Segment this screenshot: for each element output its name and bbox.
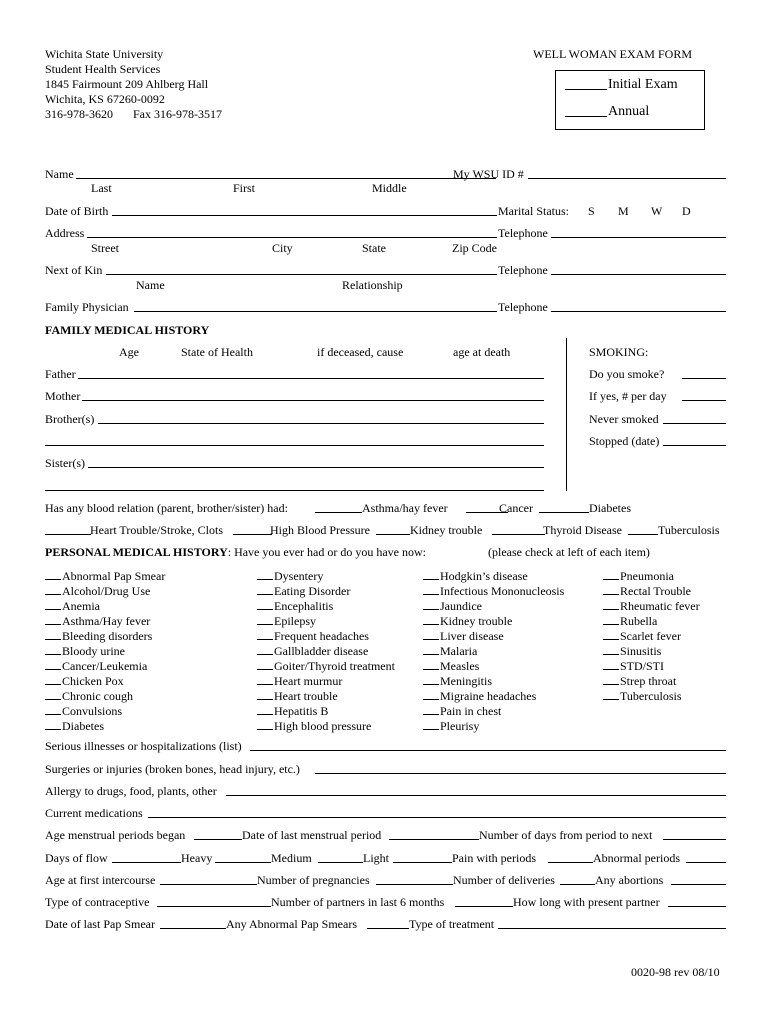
days-flow-field[interactable] [112, 851, 181, 863]
hbp-blank[interactable] [233, 523, 272, 535]
checklist-item[interactable]: Dysentery [257, 568, 395, 583]
check-blank[interactable] [423, 583, 439, 595]
name-label: Name [45, 167, 74, 181]
last-pap-label: Date of last Pap Smear [45, 917, 155, 931]
form-number: 0020-98 rev 08/10 [631, 965, 720, 979]
medium-field[interactable] [318, 851, 363, 863]
physician-telephone-label: Telephone [498, 300, 548, 314]
per-day-label: If yes, # per day [589, 389, 667, 403]
next-of-kin-row [45, 263, 726, 277]
intercourse-row [45, 873, 726, 887]
allergy-row [45, 784, 726, 798]
checklist-item[interactable]: Rectal Trouble [603, 583, 700, 598]
asthma-label: Asthma/hay fever [362, 501, 448, 515]
pregnancies-label: Number of pregnancies [257, 873, 370, 887]
university-name: Wichita State University [45, 47, 164, 61]
fax-number: Fax 316-978-3517 [133, 107, 222, 121]
kin-telephone-label: Telephone [498, 263, 548, 277]
checklist-item[interactable]: Malaria [423, 643, 564, 658]
col-deceased-header: if deceased, cause [317, 345, 404, 359]
check-blank[interactable] [603, 598, 619, 610]
sisters-label: Sister(s) [45, 456, 85, 470]
address-line-2: Wichita, KS 67260-0092 [45, 92, 165, 106]
check-blank[interactable] [423, 688, 439, 700]
personal-history-question: : Have you ever had or do you have now: [227, 545, 427, 559]
dob-field[interactable] [112, 204, 497, 216]
checklist-item[interactable]: Liver disease [423, 628, 564, 643]
checklist-item[interactable]: Hepatitis B [257, 703, 395, 718]
checklist-item[interactable]: STD/STI [603, 658, 700, 673]
check-blank[interactable] [423, 718, 439, 730]
check-blank[interactable] [45, 718, 61, 730]
last-pap-field[interactable] [160, 917, 226, 929]
check-blank[interactable] [45, 643, 61, 655]
marital-option-d[interactable]: D [682, 204, 691, 218]
checklist-item[interactable]: Hodgkin’s disease [423, 568, 564, 583]
allergy-label: Allergy to drugs, food, plants, other [45, 784, 217, 798]
abnormal-paps-label: Any Abnormal Pap Smears [226, 917, 357, 931]
name-field[interactable] [76, 167, 496, 179]
smoking-divider [566, 338, 567, 491]
first-intercourse-field[interactable] [160, 873, 257, 885]
father-field[interactable] [78, 378, 544, 379]
checklist-item[interactable]: High blood pressure [257, 718, 395, 733]
check-blank[interactable] [45, 703, 61, 715]
col-health-header: State of Health [181, 345, 253, 359]
blood-relation-row-2 [45, 523, 726, 537]
age-menstrual-label: Age menstrual periods began [45, 828, 186, 842]
wsu-id-field[interactable] [528, 167, 726, 179]
first-intercourse-label: Age at first intercourse [45, 873, 156, 887]
treatment-label: Type of treatment [409, 917, 495, 931]
never-smoked-field[interactable] [663, 423, 726, 424]
smoke-question: Do you smoke? [589, 367, 665, 381]
check-blank[interactable] [45, 673, 61, 685]
street-caption: Street [91, 241, 119, 255]
initial-exam-blank[interactable] [565, 89, 607, 90]
check-blank[interactable] [603, 673, 619, 685]
abnormal-periods-label: Abnormal periods [593, 851, 680, 865]
marital-option-s[interactable]: S [588, 204, 595, 218]
abortions-field[interactable] [671, 873, 726, 885]
check-blank[interactable] [257, 703, 273, 715]
serious-illness-label: Serious illnesses or hospitalizations (list) [45, 739, 242, 753]
checklist-item[interactable]: Cancer/Leukemia [45, 658, 165, 673]
surgeries-label: Surgeries or injuries (broken bones, head injury, etc.) [45, 762, 300, 776]
kidney-blank[interactable] [376, 523, 410, 535]
history-column-1 [45, 568, 165, 733]
diabetes-label: Diabetes [589, 501, 631, 515]
check-blank[interactable] [603, 688, 619, 700]
checklist-item[interactable]: Infectious Mononucleosis [423, 583, 564, 598]
serious-illness-field[interactable] [250, 739, 726, 751]
checklist-item[interactable]: Kidney trouble [423, 613, 564, 628]
treatment-field[interactable] [498, 917, 726, 929]
checklist-item[interactable]: Asthma/Hay fever [45, 613, 165, 628]
check-blank[interactable] [257, 568, 273, 580]
abortions-label: Any abortions [595, 873, 664, 887]
father-label: Father [45, 367, 76, 381]
check-blank[interactable] [45, 688, 61, 700]
kidney-label: Kidney trouble [410, 523, 483, 537]
checklist-item[interactable]: Migraine headaches [423, 688, 564, 703]
days-flow-label: Days of flow [45, 851, 108, 865]
checklist-item[interactable]: Meningitis [423, 673, 564, 688]
contraceptive-label: Type of contraceptive [45, 895, 150, 909]
contraceptive-field[interactable] [157, 895, 271, 907]
annual-blank[interactable] [565, 116, 607, 117]
check-blank[interactable] [257, 673, 273, 685]
light-field[interactable] [393, 851, 452, 863]
address-row [45, 226, 726, 240]
checklist-item[interactable]: Bloody urine [45, 643, 165, 658]
col-age-header: Age [119, 345, 139, 359]
checklist-item[interactable]: Convulsions [45, 703, 165, 718]
flow-row [45, 851, 726, 865]
check-blank[interactable] [423, 628, 439, 640]
days-between-field[interactable] [663, 828, 726, 840]
personal-history-heading: PERSONAL MEDICAL HISTORY [45, 545, 228, 559]
marital-option-m[interactable]: M [618, 204, 629, 218]
blood-relation-row [45, 501, 726, 515]
middle-name-caption: Middle [372, 181, 407, 195]
address-field[interactable] [87, 226, 497, 238]
address-telephone-field[interactable] [551, 226, 726, 238]
check-blank[interactable] [257, 598, 273, 610]
check-blank[interactable] [257, 613, 273, 625]
checklist-item[interactable]: Tuberculosis [603, 688, 700, 703]
checklist-item[interactable]: Jaundice [423, 598, 564, 613]
mother-field[interactable] [82, 400, 544, 401]
check-blank[interactable] [257, 688, 273, 700]
checklist-item[interactable]: Chicken Pox [45, 673, 165, 688]
physician-row [45, 300, 726, 314]
next-of-kin-label: Next of Kin [45, 263, 103, 277]
history-column-2 [257, 568, 395, 733]
check-blank[interactable] [423, 598, 439, 610]
check-blank[interactable] [603, 583, 619, 595]
pregnancies-field[interactable] [376, 873, 453, 885]
checklist-item[interactable]: Eating Disorder [257, 583, 395, 598]
checklist-item[interactable]: Encephalitis [257, 598, 395, 613]
marital-option-w[interactable]: W [651, 204, 663, 218]
checklist-item[interactable]: Alcohol/Drug Use [45, 583, 165, 598]
check-blank[interactable] [423, 568, 439, 580]
check-blank[interactable] [603, 628, 619, 640]
smoking-heading: SMOKING: [589, 345, 649, 359]
medications-field[interactable] [148, 806, 726, 818]
history-column-3 [423, 568, 564, 733]
personal-history-instruction: (please check at left of each item) [488, 545, 650, 559]
tb-label: Tuberculosis [658, 523, 720, 537]
pain-field[interactable] [548, 851, 593, 863]
menstrual-row [45, 828, 726, 842]
deliveries-label: Number of deliveries [453, 873, 555, 887]
heart-label: Heart Trouble/Stroke, Clots [90, 523, 224, 537]
checklist-item[interactable]: Diabetes [45, 718, 165, 733]
check-blank[interactable] [257, 643, 273, 655]
tb-blank[interactable] [628, 523, 658, 535]
col-age-death-header: age at death [453, 345, 511, 359]
age-menstrual-field[interactable] [194, 828, 242, 840]
heavy-label: Heavy [181, 851, 213, 865]
check-blank[interactable] [45, 568, 61, 580]
heavy-field[interactable] [215, 851, 271, 863]
light-label: Light [363, 851, 389, 865]
first-name-caption: First [233, 181, 256, 195]
kin-telephone-field[interactable] [551, 263, 726, 275]
address-label: Address [45, 226, 85, 240]
how-long-field[interactable] [668, 895, 726, 907]
thyroid-label: Thyroid Disease [543, 523, 622, 537]
initial-exam-label: Initial Exam [608, 77, 678, 92]
dob-row [45, 204, 726, 218]
check-blank[interactable] [257, 718, 273, 730]
diabetes-blank[interactable] [539, 501, 589, 513]
checklist-item[interactable]: Goiter/Thyroid treatment [257, 658, 395, 673]
last-period-field[interactable] [389, 828, 479, 840]
name-row [45, 167, 726, 181]
zip-caption: Zip Code [452, 241, 497, 255]
checklist-item[interactable]: Pleurisy [423, 718, 564, 733]
last-name-caption: Last [91, 181, 112, 195]
checklist-item[interactable]: Anemia [45, 598, 165, 613]
city-caption: City [272, 241, 293, 255]
cancer-label: Cancer [499, 501, 533, 515]
check-blank[interactable] [423, 643, 439, 655]
partners-label: Number of partners in last 6 months [271, 895, 445, 909]
check-blank[interactable] [423, 613, 439, 625]
next-of-kin-field[interactable] [106, 263, 497, 275]
family-history-heading: FAMILY MEDICAL HISTORY [45, 323, 210, 337]
contraceptive-row [45, 895, 726, 909]
thyroid-blank[interactable] [492, 523, 545, 535]
sisters-field-2[interactable] [45, 490, 544, 491]
checklist-item[interactable]: Strep throat [603, 673, 700, 688]
address-telephone-label: Telephone [498, 226, 548, 240]
wsu-id-label: My WSU ID # [453, 167, 524, 181]
checklist-item[interactable]: Bleeding disorders [45, 628, 165, 643]
brothers-field-2[interactable] [45, 445, 544, 446]
heart-blank[interactable] [45, 523, 91, 535]
checklist-item[interactable]: Scarlet fever [603, 628, 700, 643]
partners-field[interactable] [455, 895, 513, 907]
pap-smear-row [45, 917, 726, 931]
surgeries-row [45, 762, 726, 776]
physician-telephone-field[interactable] [551, 300, 726, 312]
check-blank[interactable] [257, 583, 273, 595]
blood-relation-label: Has any blood relation (parent, brother/sister) had: [45, 501, 288, 515]
phone-number: 316-978-3620 [45, 107, 113, 121]
department-name: Student Health Services [45, 62, 161, 76]
stopped-label: Stopped (date) [589, 434, 660, 448]
check-blank[interactable] [423, 658, 439, 670]
check-blank[interactable] [603, 643, 619, 655]
history-column-4 [603, 568, 700, 703]
personal-history-header [45, 545, 426, 559]
abnormal-periods-field[interactable] [686, 851, 726, 863]
check-blank[interactable] [45, 583, 61, 595]
checklist-item[interactable]: Epilepsy [257, 613, 395, 628]
checklist-item[interactable]: Pneumonia [603, 568, 700, 583]
check-blank[interactable] [603, 613, 619, 625]
smoke-field[interactable] [682, 378, 726, 379]
pain-label: Pain with periods [452, 851, 536, 865]
checklist-item[interactable]: Heart trouble [257, 688, 395, 703]
per-day-field[interactable] [682, 400, 726, 401]
form-title: WELL WOMAN EXAM FORM [533, 47, 692, 61]
check-blank[interactable] [257, 628, 273, 640]
checklist-item[interactable]: Sinusitis [603, 643, 700, 658]
physician-field[interactable] [134, 300, 497, 312]
check-blank[interactable] [45, 658, 61, 670]
last-period-label: Date of last menstrual period [242, 828, 382, 842]
check-blank[interactable] [423, 703, 439, 715]
abnormal-paps-field[interactable] [367, 917, 409, 929]
address-line-1: 1845 Fairmount 209 Ahlberg Hall [45, 77, 209, 91]
annual-label: Annual [608, 104, 650, 119]
checklist-item[interactable]: Rubella [603, 613, 700, 628]
medium-label: Medium [271, 851, 312, 865]
never-smoked-label: Never smoked [589, 412, 659, 426]
mother-label: Mother [45, 389, 81, 403]
how-long-label: How long with present partner [513, 895, 660, 909]
checklist-item[interactable]: Heart murmur [257, 673, 395, 688]
deliveries-field[interactable] [560, 873, 595, 885]
checklist-item[interactable]: Abnormal Pap Smear [45, 568, 165, 583]
surgeries-field[interactable] [315, 762, 726, 774]
medications-row [45, 806, 726, 820]
check-blank[interactable] [603, 658, 619, 670]
relationship-caption: Relationship [342, 278, 403, 292]
checklist-item[interactable]: Pain in chest [423, 703, 564, 718]
hbp-label: High Blood Pressure [270, 523, 370, 537]
medications-label: Current medications [45, 806, 143, 820]
check-blank[interactable] [45, 628, 61, 640]
check-blank[interactable] [603, 568, 619, 580]
sisters-field[interactable] [88, 467, 544, 468]
check-blank[interactable] [45, 613, 61, 625]
check-blank[interactable] [257, 658, 273, 670]
brothers-label: Brother(s) [45, 412, 95, 426]
check-blank[interactable] [423, 673, 439, 685]
marital-status-label: Marital Status: [498, 204, 569, 218]
allergy-field[interactable] [226, 784, 726, 796]
brothers-field[interactable] [98, 423, 544, 424]
asthma-blank[interactable] [315, 501, 362, 513]
serious-illness-row [45, 739, 726, 753]
checklist-item[interactable]: Gallbladder disease [257, 643, 395, 658]
checklist-item[interactable]: Measles [423, 658, 564, 673]
days-between-label: Number of days from period to next [479, 828, 653, 842]
stopped-field[interactable] [663, 445, 726, 446]
checklist-item[interactable]: Frequent headaches [257, 628, 395, 643]
dob-label: Date of Birth [45, 204, 109, 218]
kin-name-caption: Name [136, 278, 165, 292]
check-blank[interactable] [45, 598, 61, 610]
checklist-item[interactable]: Chronic cough [45, 688, 165, 703]
physician-label: Family Physician [45, 300, 129, 314]
checklist-item[interactable]: Rheumatic fever [603, 598, 700, 613]
state-caption: State [362, 241, 386, 255]
